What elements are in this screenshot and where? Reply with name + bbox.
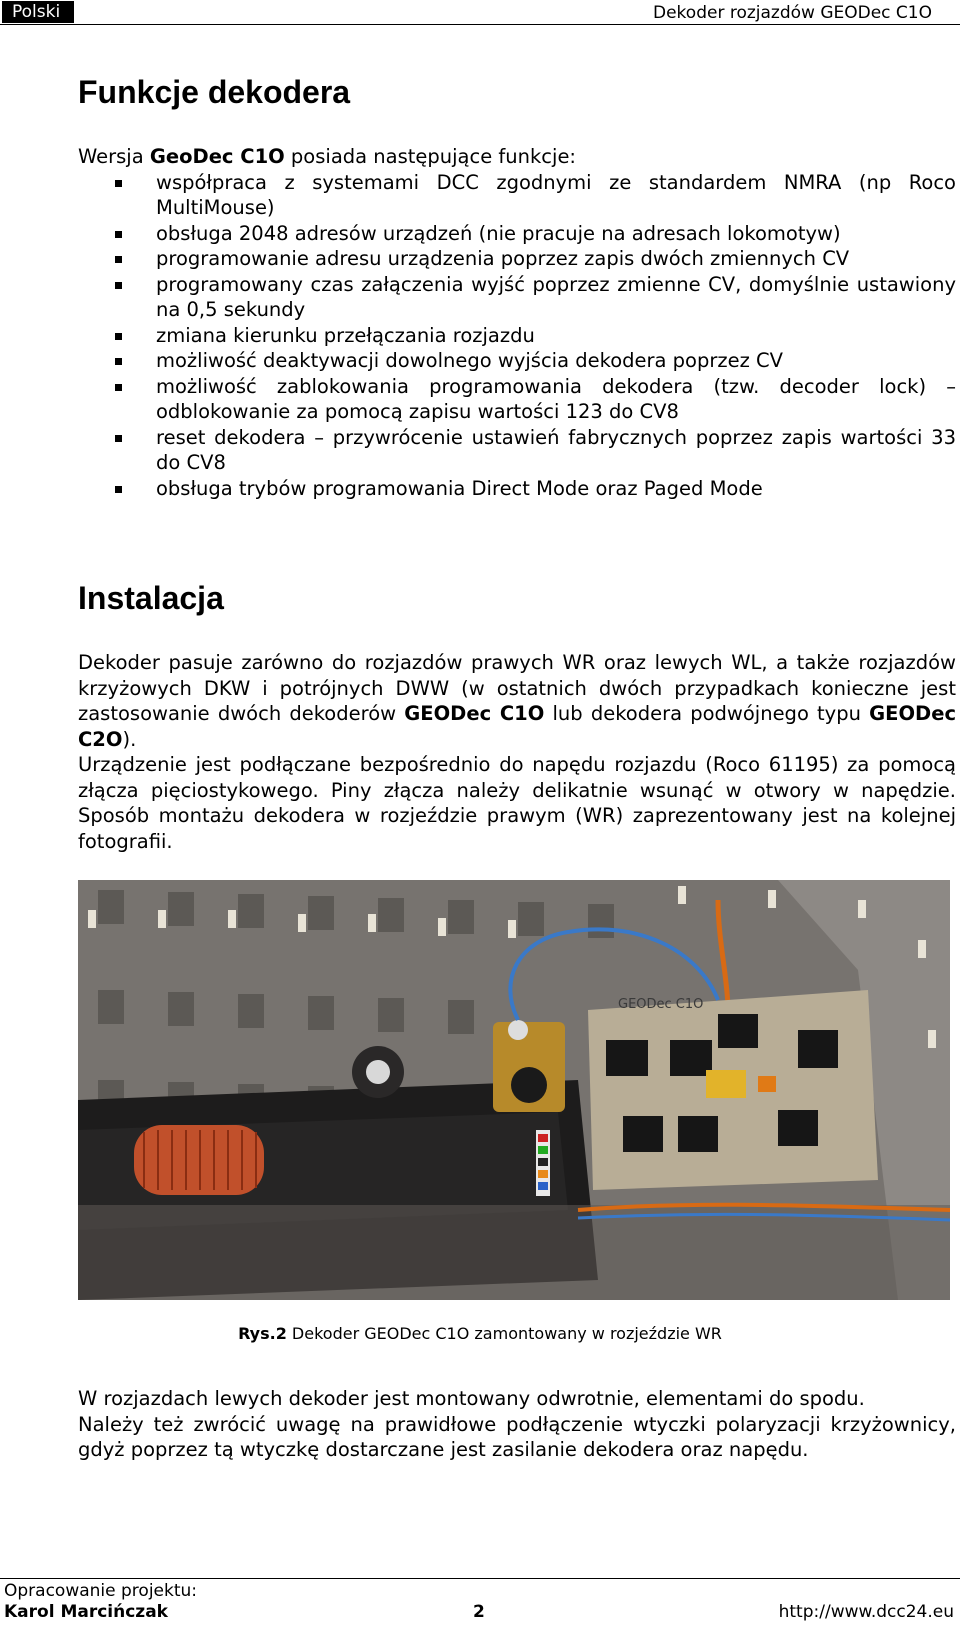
p1-text-a: Dekoder pasuje zarówno do rozjazdów prawych WR oraz lewych WL, a także rozjazdów krzyżowych DKW i potrójnych DWW (w ostatnich dwóch przypadkach konieczne jest zastosowanie dwóch dekoderów (78, 651, 956, 725)
installation-paragraph-3: W rozjazdach lewych dekoder jest montowany odwrotnie, elementami do spodu. (78, 1387, 865, 1410)
list-item (78, 221, 956, 247)
list-item (78, 348, 956, 374)
bullet-icon (115, 358, 122, 365)
list-item-text: programowanie adresu urządzenia poprzez zapis dwóch zmiennych CV (156, 247, 850, 270)
page-number: 2 (473, 1602, 485, 1622)
bullet-icon (115, 435, 122, 442)
installation-paragraph-4: Należy też zwrócić uwagę na prawidłowe podłączenie wtyczki polaryzacji krzyżownicy, gdyż poprzez tą wtyczkę dostarczane jest zasilanie dekodera oraz napędu. (78, 1412, 956, 1461)
p1-product-1: GEODec C1O (404, 702, 545, 725)
installation-heading: Instalacja (78, 580, 224, 616)
list-item (78, 374, 956, 425)
features-heading: Funkcje dekodera (78, 74, 351, 110)
list-item-text: możliwość zablokowania programowania dekodera (tzw. decoder lock) – odblokowanie za pomocą zapisu wartości 123 do CV8 (156, 374, 956, 423)
list-item-text: reset dekodera – przywrócenie ustawień fabrycznych poprzez zapis wartości 33 do CV8 (156, 425, 956, 474)
list-item-text: obsługa trybów programowania Direct Mode oraz Paged Mode (156, 476, 763, 500)
footer-url[interactable]: http://www.dcc24.eu (778, 1602, 954, 1622)
bullet-icon (115, 256, 122, 263)
intro-product: GeoDec C1O (149, 145, 285, 168)
bullet-icon (115, 486, 122, 493)
decoder-photo (78, 880, 950, 1300)
footer-author: Karol Marcińczak (4, 1602, 168, 1622)
installation-notes (78, 1386, 956, 1463)
installation-block (78, 650, 956, 854)
features-block (78, 144, 956, 501)
page-footer (0, 1578, 960, 1627)
list-item (78, 170, 956, 221)
bullet-icon (115, 333, 122, 340)
decoder-photo-drawing (78, 880, 950, 1300)
list-item-text: obsługa 2048 adresów urządzeń (nie pracuje na adresach lokomotyw) (156, 221, 841, 245)
bullet-icon (115, 180, 122, 187)
list-item-text: możliwość deaktywacji dowolnego wyjścia dekodera poprzez CV (156, 349, 783, 372)
caption-label: Rys.2 (238, 1324, 287, 1343)
list-item (78, 323, 956, 349)
installation-paragraph-1 (78, 650, 956, 752)
list-item (78, 476, 956, 502)
bullet-icon (115, 231, 122, 238)
intro-suffix: posiada następujące funkcje: (284, 145, 577, 168)
caption-text: Dekoder GEODec C1O zamontowany w rozjeździe WR (286, 1324, 722, 1343)
language-badge: Polski (2, 1, 74, 23)
bullet-icon (115, 384, 122, 391)
page-header (0, 0, 960, 25)
list-item (78, 272, 956, 323)
features-intro (78, 144, 956, 170)
list-item-text: współpraca z systemami DCC zgodnymi ze standardem NMRA (np Roco MultiMouse) (156, 170, 956, 219)
document-title: Dekoder rozjazdów GEODec C1O (653, 3, 932, 23)
list-item (78, 425, 956, 476)
features-list (78, 170, 956, 502)
installation-paragraph-2: Urządzenie jest podłączane bezpośrednio do napędu rozjazdu (Roco 61195) za pomocą złącza pięciostykowego. Piny złącza należy delikatnie wsunąć w otwory w napędzie. Sposób montażu dekodera w rozjeździe prawym (WR) zaprezentowany jest na kolejnej fotografii. (78, 753, 956, 853)
p1-product-2: GEODec C2O (78, 702, 956, 751)
p1-text-d: ). (122, 727, 137, 751)
figure-caption (0, 1323, 960, 1345)
list-item (78, 246, 956, 272)
bullet-icon (115, 282, 122, 289)
p1-text-c: lub dekodera podwójnego typu (544, 702, 870, 725)
list-item-text: zmiana kierunku przełączania rozjazdu (156, 323, 535, 347)
list-item-text: programowany czas załączenia wyjść poprzez zmienne CV, domyślnie ustawiony na 0,5 sekundy (156, 272, 956, 321)
footer-label: Opracowanie projektu: (4, 1581, 198, 1601)
intro-prefix: Wersja (78, 145, 150, 168)
pcb-label: GEODec C1O (618, 997, 704, 1012)
